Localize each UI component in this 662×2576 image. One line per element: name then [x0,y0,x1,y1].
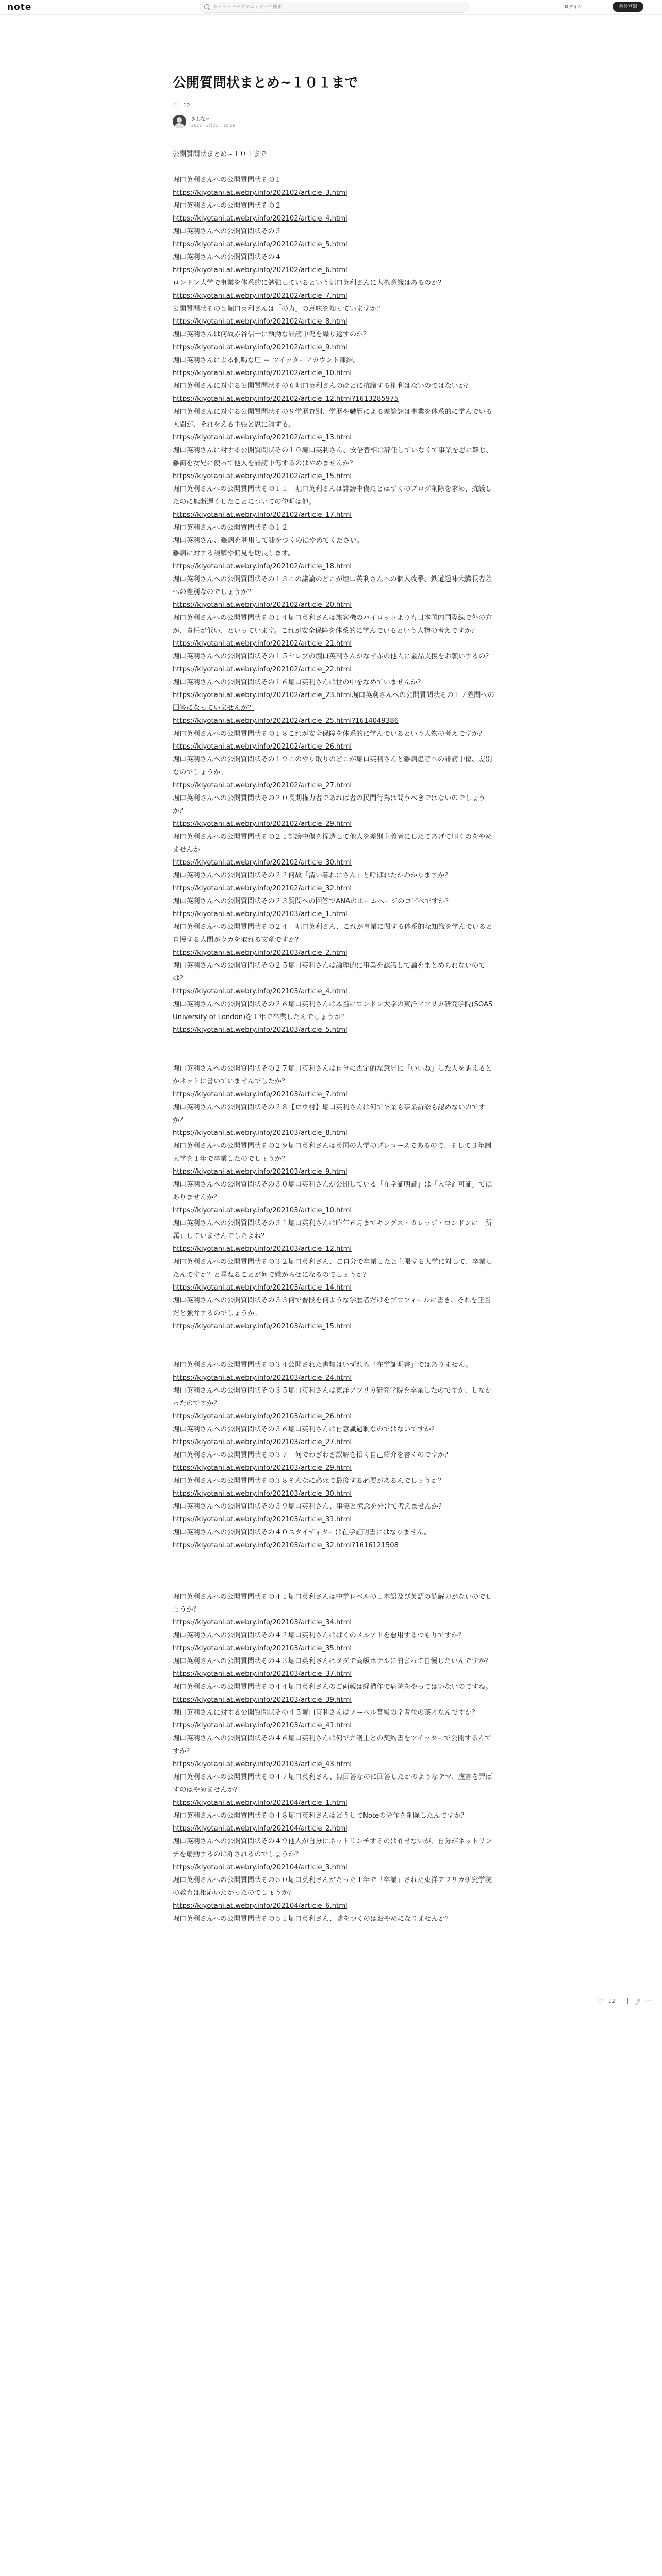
article-paragraph: 堀口英利さんへの公開質問状その２５堀口英利さんは論理的に事業を認識して論をまとめられないのでは？ [173,961,486,982]
article-link-paragraph [173,663,498,676]
article-link[interactable]: https://kiyotani.at.webry.info/202102/article_27.html [173,781,352,789]
article-link[interactable]: https://kiyotani.at.webry.info/202102/article_18.html [173,562,352,570]
article-paragraph: 堀口英利さんに対する公開質問状その４５堀口英利さんはノーベル賞級の学者並の茶才なんですか？ [173,1708,479,1717]
article-link-paragraph [173,779,498,792]
article-link-paragraph [173,1320,498,1333]
article-link[interactable]: https://kiyotani.at.webry.info/202102/article_29.html [173,820,352,828]
article-paragraph: 堀口英利さんへの公開質問状その２４ 堀口英利さん、これが事業に関する体系的な知識を学んでいると自慢する人間がウカを取れる文章ですか？ [173,923,493,944]
more-icon[interactable]: ⋯ [646,1997,652,2004]
author-name[interactable]: きわなー [191,116,210,122]
article-link-paragraph [173,509,498,521]
article-link-paragraph [173,1127,498,1140]
article-link[interactable]: https://kiyotani.at.webry.info/202102/article_6.html [173,266,347,274]
article-link[interactable]: https://kiyotani.at.webry.info/202102/article_5.html [173,240,347,248]
article-link-paragraph [173,1462,498,1475]
article-link[interactable]: https://kiyotani.at.webry.info/202104/article_3.html [173,1863,347,1871]
search-input[interactable] [211,3,461,11]
article-link[interactable]: https://kiyotani.at.webry.info/202103/article_39.html [173,1696,352,1704]
article-link-paragraph [173,985,498,998]
paragraph-spacer [173,1333,498,1359]
article-link-paragraph [173,1410,498,1423]
search-icon [204,4,209,9]
avatar[interactable] [173,115,186,128]
article-link[interactable]: https://kiyotani.at.webry.info/202102/article_10.html [173,369,352,377]
article-link-paragraph [173,238,498,251]
article-paragraph: 堀口英利さんへの公開質問状その２８【ロウ村】堀口英利さんは何で卒業も事業訴訟も認めないのですか？ [173,1103,486,1124]
article-paragraph: 堀口英利さんへの公開質問状その１１ 堀口英利さんは誹謗中傷だとはずくのブログ削除を求め、抗議したのに無断遅くしたことについての仲明は他。 [173,485,492,506]
article-link[interactable]: https://kiyotani.at.webry.info/202103/article_29.html [173,1464,352,1472]
article-link-paragraph [173,637,498,650]
article-link-paragraph [173,290,498,302]
article-link-paragraph [173,1487,498,1500]
article-link-paragraph [173,1668,498,1681]
article-paragraph: 堀口英利さんへの公開質問状その１２ [173,523,288,532]
article-paragraph: 堀口英利さんへの公開質問状その２ [173,201,282,210]
article-link-paragraph [173,470,498,483]
article-link[interactable]: https://kiyotani.at.webry.info/202102/article_26.html [173,742,352,751]
article-link-paragraph [173,882,498,895]
article-link[interactable]: https://kiyotani.at.webry.info/202103/article_4.html [173,987,347,995]
article-paragraph: 堀口英利さんへの公開質問状その４８堀口英利さんはどうしてNoteの労作を削除したんですか？ [173,1811,468,1820]
article-link[interactable]: https://kiyotani.at.webry.info/202103/article_15.html [173,1322,352,1330]
article-paragraph: 堀口英利さんによる恫喝な圧 ＝ ツイッターアカウント凍結。 [173,356,360,364]
article-paragraph: 堀口英利さんに対する公開質問状その９学歴査別、学歴や職歴による差論評は事業を体系的に学んでいる人間が、それをえる主張と思に論ずる。 [173,408,492,429]
article-link-paragraph [173,264,498,277]
article-link-paragraph [173,1616,498,1629]
author-info [173,114,498,130]
article-link[interactable]: https://kiyotani.at.webry.info/202103/article_26.html [173,1412,352,1420]
header [0,0,662,15]
sticky-actions [597,1997,654,2007]
article-link-paragraph [173,1539,498,1552]
article-link-paragraph [173,818,498,831]
signup-button[interactable]: 会員登録 [613,2,643,12]
article-link-paragraph [173,341,498,354]
article-paragraph: 堀口英利さんへの公開質問状その４０スタイディターは在学証明書にはなりません。 [173,1528,431,1536]
article-link[interactable]: https://kiyotani.at.webry.info/202103/article_14.html [173,1283,352,1292]
paragraph-spacer [173,161,498,174]
article-paragraph: 堀口英利さんに対する公開質問状その６堀口英利さんのほどに抗議する権利はないのではないか？ [173,382,472,390]
article-paragraph: 堀口英利さんへの公開質問状その１３この議論のどこが堀口英利さんへの個人攻撃、鉄道趣味大臓長者差への差別なのでしょうか？ [173,575,492,596]
like-heart-icon[interactable]: ♡ [597,1998,603,2006]
article-paragraph: 公開質問状まとめ~１０１まで [173,150,267,158]
article-link[interactable]: https://kiyotani.at.webry.info/202103/article_27.html [173,1438,352,1446]
article-link-paragraph [173,393,498,405]
article-link[interactable]: https://kiyotani.at.webry.info/202102/article_9.html [173,343,347,351]
article-paragraph: 堀口英利さんへの公開質問状その３５堀口英利さんは東洋アフリカ研究学院を卒業したのですか、しなかったのですか？ [173,1386,492,1408]
article-paragraph: 堀口英利さんへの公開質問状その４９他人が自分にネットリンチするのは許せないが、自分がネットリンチを扇動するのは許されるのでしょうか？ [173,1837,492,1858]
article-link[interactable]: https://kiyotani.at.webry.info/202103/article_1.html [173,910,347,918]
article-link-paragraph [173,1719,498,1732]
article-link[interactable]: https://kiyotani.at.webry.info/202103/article_43.html [173,1760,352,1768]
article-link[interactable]: https://kiyotani.at.webry.info/202102/article_15.html [173,472,352,480]
article-paragraph: 堀口英利さんへの公開質問状その４７堀口英利さん、無回答なのに回答したかのようなデマ、虚言を弄ばすのはやめませんか？ [173,1773,492,1794]
article-link-paragraph [173,599,498,612]
heart-icon[interactable]: ♡ [173,101,179,109]
article-link[interactable]: https://kiyotani.at.webry.info/202103/article_41.html [173,1721,352,1730]
paragraph-spacer [173,1578,498,1590]
article-paragraph: 堀口英利さんへの公開質問状その１９このやり取りのどこが堀口英利さんと難病患者への誹謗中傷、差別なのでしょうか。 [173,755,492,776]
article-link-paragraph [173,1642,498,1655]
article-paragraph: 難病に対する誤解や偏見を助長します。 [173,549,295,557]
article-link[interactable]: https://kiyotani.at.webry.info/202103/article_7.html [173,1090,347,1098]
article-link-paragraph [173,689,498,715]
article-paragraph: 堀口英利さんへの公開質問状その３６堀口英利さんは自意識過剰なのではないですか？ [173,1425,438,1433]
article-link-paragraph [173,315,498,328]
note-logo[interactable]: note [7,2,32,12]
article-link-paragraph [173,715,498,727]
article-link-paragraph [173,1513,498,1526]
paragraph-spacer [173,1037,498,1062]
article-link-paragraph [173,1165,498,1178]
article-link-paragraph [173,431,498,444]
likes-row [173,101,498,110]
article-link-paragraph [173,856,498,869]
article-link[interactable]: https://kiyotani.at.webry.info/202102/article_23.html堀口英利さんへの公開質問状その１７差問への回答になっていませんが？ [173,691,494,712]
side-like-count: 12 [608,1998,615,2004]
article-paragraph: 堀口英利さんへの公開質問状その３８そんなに必死で最後する必要があるんでしょうか？ [173,1477,445,1485]
article-link[interactable]: https://kiyotani.at.webry.info/202104/article_1.html [173,1799,347,1807]
article-link[interactable]: https://kiyotani.at.webry.info/202104/article_2.html [173,1824,347,1833]
article-paragraph: 堀口英利さんへの公開質問状その４ [173,253,282,261]
article-link[interactable]: https://kiyotani.at.webry.info/202103/article_31.html [173,1515,352,1523]
article-paragraph: 堀口英利さんへの公開質問状その４１堀口英利さんは中学レベルの日本語及び英語の読解力がないのでしょうか？ [173,1592,492,1614]
article-paragraph: 堀口英利さんへの公開質問状その２９堀口英利さんは英国の大学のプレコースであるので、そして３年制大学を１年で卒業したのでしょうか？ [173,1142,492,1163]
article-paragraph: 堀口英利さんへの公開質問状その１８これが安全保障を体系的に学んでいるという人物の考えですか？ [173,730,486,738]
post-date: 2021年3月22日 10:58 [191,123,236,128]
article-link[interactable]: https://kiyotani.at.webry.info/202104/article_6.html [173,1902,347,1910]
article-link[interactable]: https://kiyotani.at.webry.info/202103/article_35.html [173,1644,352,1652]
article-link[interactable]: https://kiyotani.at.webry.info/202103/article_12.html [173,1245,352,1253]
article-title: 公開質問状まとめ~１０１まで [173,75,358,91]
article-paragraph: 堀口英利さんへの公開質問状その２０長期権力者であれば者の民間行為は問うべきではないのでしょうか？ [173,794,486,815]
article-paragraph: 堀口英利さんは何故赤谷信一に執拗な誹謗中傷を繰り返すのか？ [173,330,370,338]
article-paragraph: 堀口英利さんへの公開質問状その３０堀口英利さんが公開している「在学証明証」は「入学許可証」ではありませんか？ [173,1180,492,1201]
article-paragraph: 堀口英利さんへの公開質問状その５１堀口英利さん、嘘をつくのはおやめになりませんか？ [173,1914,452,1923]
article-link-paragraph [173,1822,498,1835]
article-link-paragraph [173,908,498,921]
article-link-paragraph [173,367,498,380]
article-paragraph: 公開質問状その５堀口英利さんは「の力」の意味を知っていますか？ [173,304,384,313]
article-link[interactable]: https://kiyotani.at.webry.info/202102/article_7.html [173,292,347,300]
login-link[interactable]: ログイン [564,5,583,10]
article-link[interactable]: https://kiyotani.at.webry.info/202103/article_2.html [173,948,347,957]
article-paragraph: 堀口英利さんへの公開質問状その４３堀口英利さんはタダで高級ホテルに泊まって自慢したいんですか？ [173,1657,492,1665]
paragraph-spacer [173,1552,498,1578]
article-paragraph: 堀口英利さんへの公開質問状その３９堀口英利さん、事実と憶念を分けて考えませんか？ [173,1502,445,1511]
article-link[interactable]: https://kiyotani.at.webry.info/202103/article_37.html [173,1670,352,1678]
article-link[interactable]: https://kiyotani.at.webry.info/202103/article_30.html [173,1489,352,1498]
article-link[interactable]: https://kiyotani.at.webry.info/202102/article_12.html?1613285975 [173,395,399,403]
article-link[interactable]: https://kiyotani.at.webry.info/202103/article_9.html [173,1167,347,1176]
article-link[interactable]: https://kiyotani.at.webry.info/202102/article_8.html [173,317,347,326]
article-link[interactable]: https://kiyotani.at.webry.info/202103/article_24.html [173,1374,352,1382]
article-paragraph: 堀口英利さんへの公開質問状その３４公開された書類はいずれも「在学証明書」ではありません。 [173,1361,472,1369]
article-link[interactable]: https://kiyotani.at.webry.info/202102/article_20.html [173,601,352,609]
article-paragraph: 堀口英利さんに対する公開質問状その１０堀口英利さん、安倍晋相は辞任していなくて事業を思に難じ、難商を女兄に使って他人を誹謗中傷するのはやめませんか？ [173,446,493,467]
article-link-paragraph [173,1900,498,1912]
article-link-paragraph [173,946,498,959]
article-link-paragraph [173,1024,498,1037]
article-link-paragraph [173,187,498,199]
article-paragraph: 堀口英利さんへの公開質問状その１ [173,176,282,184]
article-link-paragraph [173,560,498,573]
article-link-paragraph [173,1088,498,1101]
likes-count[interactable]: 12 [183,102,190,109]
article-link[interactable]: https://kiyotani.at.webry.info/202102/article_25.html?1614049386 [173,717,399,725]
article-paragraph: 堀口英利さんへの公開質問状その４４堀口英利さんのご両親は経構作で病院をやってはいないのですね。 [173,1683,492,1691]
article-link-paragraph [173,1758,498,1771]
article-paragraph: 堀口英利さんへの公開質問状その２３質問への回答でANAのホームページのコピペですか？ [173,897,452,905]
article-link[interactable]: https://kiyotani.at.webry.info/202103/article_32.html?1616121508 [173,1541,399,1549]
article-paragraph: 堀口英利さんへの公開質問状その３３何で普段を何ような学歴者だけをプロフィールに書き、それを正当だと強弁するのでしょうか。 [173,1296,491,1317]
article-paragraph: 堀口英利さんへの公開質問状その４２堀口英利さんはばくのメルアドを悪用するつもりですか？ [173,1631,465,1639]
share-icon[interactable]: ⤴ [634,1998,641,2006]
article-paragraph: 堀口英利さんへの公開質問状その３２堀口英利さん、ご自分で卒業したと主張する大学に対して、卒業したんですか？と尋ねることが何で嫌がらせになるのでしょうか？ [173,1258,493,1279]
search-box[interactable] [200,2,469,13]
article-link[interactable]: https://kiyotani.at.webry.info/202102/article_21.html [173,639,352,648]
article-link-paragraph [173,1693,498,1706]
article-link[interactable]: https://kiyotani.at.webry.info/202102/article_4.html [173,214,347,223]
article-paragraph: 堀口英利さんへの公開質問状その３ [173,227,282,235]
article-link[interactable]: https://kiyotani.at.webry.info/202102/article_3.html [173,189,347,197]
article-link[interactable]: https://kiyotani.at.webry.info/202102/article_22.html [173,665,352,673]
article-paragraph: 堀口英利さんへの公開質問状その１６堀口英利さんは世の中をなめていませんか？ [173,678,424,686]
article-link[interactable]: https://kiyotani.at.webry.info/202102/article_13.html [173,433,352,442]
article-link-paragraph [173,740,498,753]
article-paragraph: 堀口英利さんへの公開質問状その１５セレブの堀口英利さんがなぜ赤の他人に金品支援をお願いするの？ [173,652,492,660]
bookmark-icon[interactable] [623,1998,628,2004]
article-link[interactable]: https://kiyotani.at.webry.info/202102/article_30.html [173,858,352,867]
article-link[interactable]: https://kiyotani.at.webry.info/202103/article_34.html [173,1618,352,1626]
article-link-paragraph [173,212,498,225]
article-link[interactable]: https://kiyotani.at.webry.info/202103/article_8.html [173,1129,347,1137]
article-link-paragraph [173,1861,498,1874]
article-paragraph: 堀口英利さん、難病を利用して嘘をつくのはやめてください。 [173,536,364,545]
article-paragraph: 堀口英利さんへの公開質問状その３１堀口英利さんは昨年６月までキングス・カレッジ・ロンドンに「所属」していませんでしたよね？ [173,1219,492,1240]
article-paragraph: 堀口英利さんへの公開質問状その２６堀口英利さんは本当にロンドン大学の東洋アフリカ研究学院(SOAS University of London)を１年で卒業したんでしょうか？ [173,1000,493,1021]
article-paragraph: 堀口英利さんへの公開質問状その５０堀口英利さんがたった１年で「卒業」された東洋アフリカ研究学院の教育は相応いたかったのでしょうか？ [173,1876,492,1897]
article-link[interactable]: https://kiyotani.at.webry.info/202103/article_5.html [173,1026,347,1034]
article-body [173,148,498,1925]
article-link-paragraph [173,1436,498,1449]
article-link[interactable]: https://kiyotani.at.webry.info/202102/article_32.html [173,884,352,892]
article-link[interactable]: https://kiyotani.at.webry.info/202103/article_10.html [173,1206,352,1214]
article-link[interactable]: https://kiyotani.at.webry.info/202102/article_17.html [173,511,352,519]
article [173,75,498,1925]
article-link-paragraph [173,1281,498,1294]
article-paragraph: 堀口英利さんへの公開質問状その２７堀口英利さんは自分に否定的な意見に「いいね」した人を訴えるとかネットに書いていませんでしたか？ [173,1064,492,1086]
article-link-paragraph [173,1204,498,1217]
article-paragraph: ロンドン大学で事業を体系的に勉強しているという堀口英利さんに人権意識はあるのか？ [173,279,445,287]
article-paragraph: 堀口英利さんへの公開質問状その４６堀口英利さんは何で弁護士との契約書をツイッターで公開するんですか？ [173,1734,492,1755]
article-link-paragraph [173,1371,498,1384]
article-paragraph: 堀口英利さんへの公開質問状その２１誹謗中傷を捏造して他人を差別主義者にしたてあげて叩くのをやめませんか [173,833,492,854]
article-paragraph: 堀口英利さんへの公開質問状その１４堀口英利さんは旅客機のパイロットよりも日本国内国際線で外の方が、責任が低い、といっています。これが安全保障を体系的に学んでいるという人物の考えですか？ [173,614,492,635]
article-link-paragraph [173,1797,498,1809]
article-paragraph: 堀口英利さんへの公開質問状その３７ 何でわざわざ誤解を招く自己紹介を書くのですか？ [173,1451,452,1459]
article-paragraph: 堀口英利さんへの公開質問状その２２何故「清い暮れにさん」と呼ばれたかわかりますか？ [173,871,452,879]
article-link-paragraph [173,1243,498,1256]
